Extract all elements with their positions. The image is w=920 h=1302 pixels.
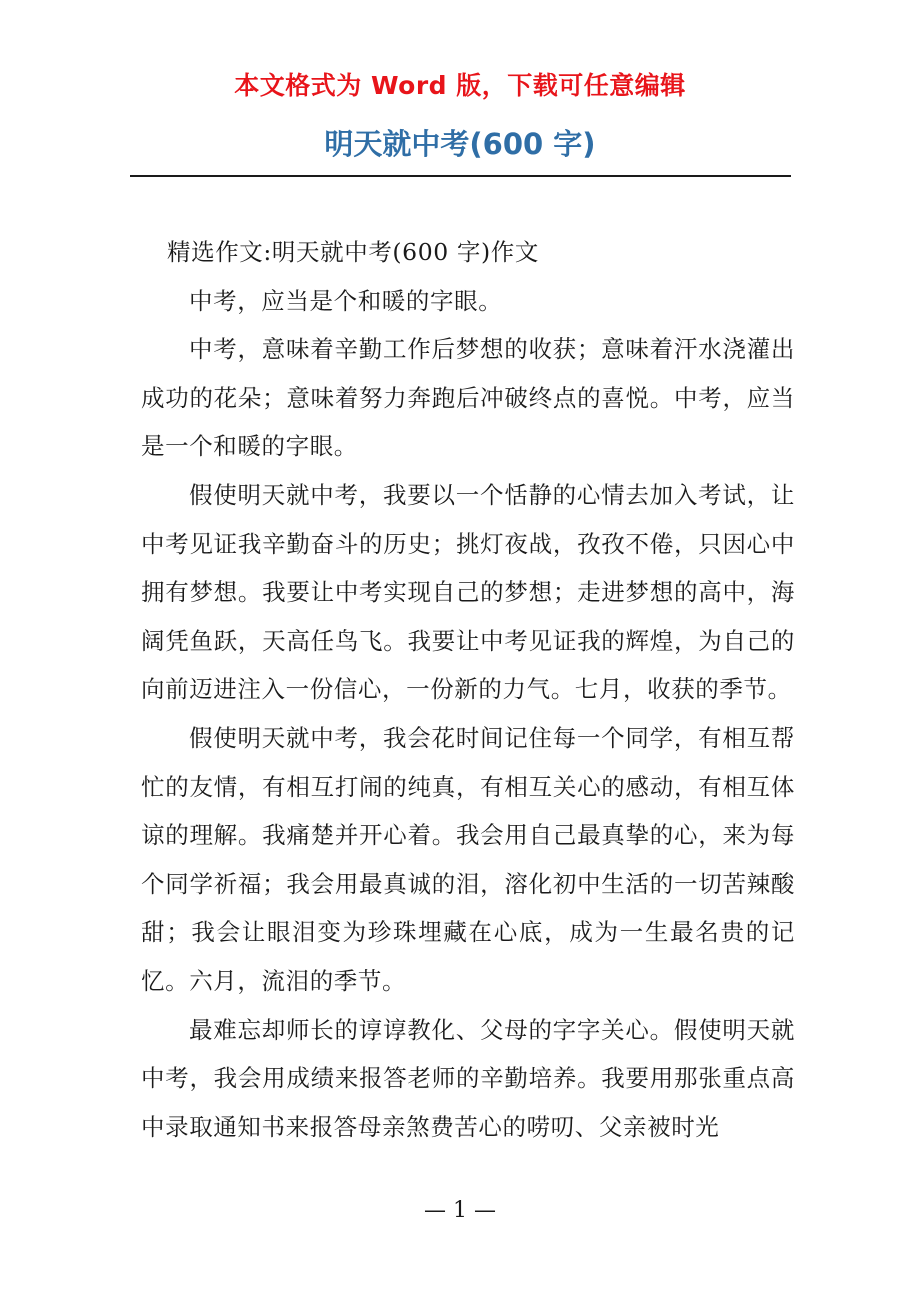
- paragraph-2: 中考，意味着辛勤工作后梦想的收获；意味着汗水浇灌出成功的花朵；意味着努力奔跑后冲破终点的喜悦。中考，应当是一个和暖的字眼。: [141, 335, 795, 461]
- paragraph-5: 最难忘却师长的谆谆教化、父母的字字关心。假使明天就中考，我会用成绩来报答老师的辛勤培养。我要用那张重点高中录取通知书来报答母亲煞费苦心的唠叨、父亲被时光: [141, 1015, 795, 1141]
- document-title: 明天就中考(600 字): [324, 127, 596, 161]
- paragraph-1: 中考，应当是个和暖的字眼。: [189, 286, 503, 315]
- format-notice-banner: 本文格式为 Word 版，下载可任意编辑: [234, 71, 686, 100]
- title-divider: [130, 175, 791, 177]
- page-number: — 1 —: [424, 1198, 496, 1223]
- paragraph-4: 假使明天就中考，我会花时间记住每一个同学，有相互帮忙的友情，有相互打闹的纯真，有相互关心的感动，有相互体谅的理解。我痛楚并开心着。我会用自己最真挚的心，来为每个同学祈福；我会用最真诚的泪，溶化初中生活的一切苦辣酸甜；我会让眼泪变为珍珠埋藏在心底，成为一生最名贵的记忆。六月，流泪的季节。: [141, 723, 795, 995]
- article-body: [141, 228, 795, 1151]
- article-subtitle: 精选作文:明天就中考(600 字)作文: [167, 238, 539, 266]
- paragraph-3: 假使明天就中考，我要以一个恬静的心情去加入考试，让中考见证我辛勤奋斗的历史；挑灯夜战，孜孜不倦，只因心中拥有梦想。我要让中考实现自己的梦想；走进梦想的高中，海阔凭鱼跃，天高任鸟飞。我要让中考见证我的辉煌，为自己的向前迈进注入一份信心，一份新的力气。七月，收获的季节。: [141, 480, 795, 704]
